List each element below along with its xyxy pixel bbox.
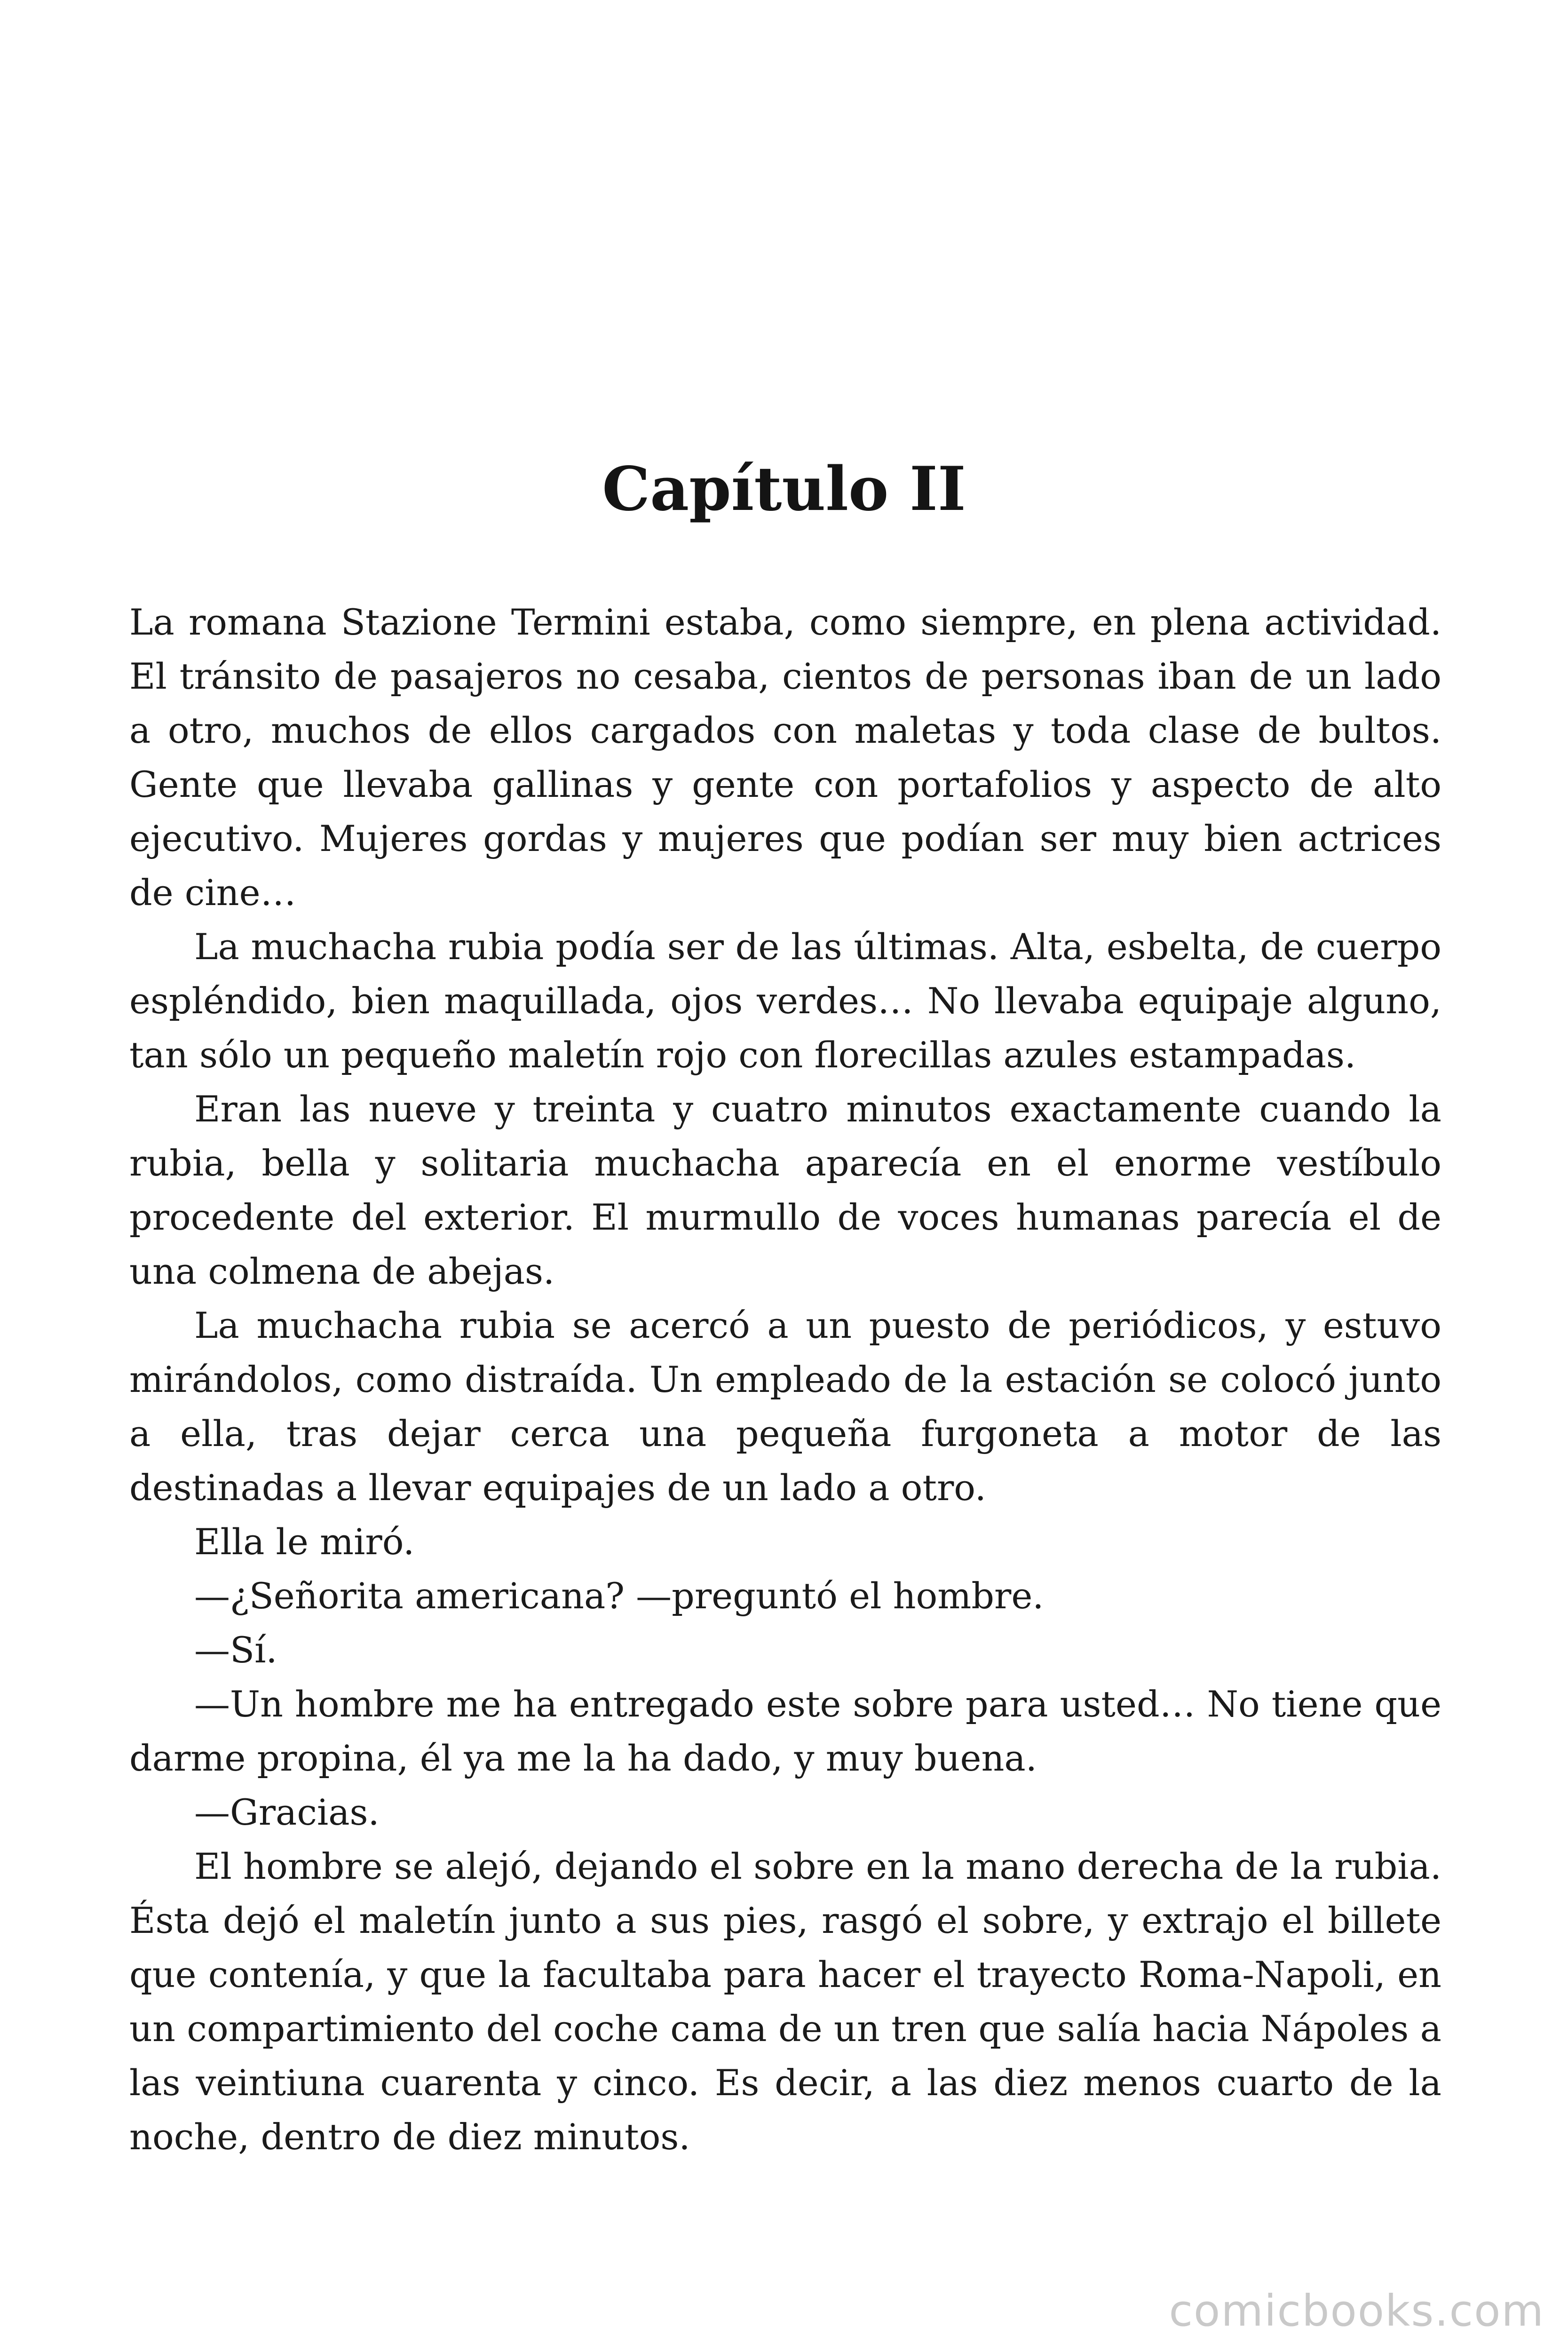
paragraph: La romana Stazione Termini estaba, como siempre, en plena actividad. El tránsito de pasajeros no cesaba, cientos de personas iban de un lado a otro, muchos de ellos cargados con maletas y toda clase de bultos. Gente que llevaba gallinas y gente con portafolios y aspecto de alto ejecutivo. Mujeres gordas y mujeres que podían ser muy bien actrices de cine… xyxy=(129,601,1441,914)
paragraph: La muchacha rubia podía ser de las últimas. Alta, esbelta, de cuerpo espléndido, bien maquillada, ojos verdes… No llevaba equipaje alguno, tan sólo un pequeño maletín rojo con florecillas azules estampadas. xyxy=(129,926,1441,1076)
chapter-title: Capítulo II xyxy=(602,454,966,524)
watermark: comicbooks.com xyxy=(1169,2286,1544,2336)
dialogue-line: —Sí. xyxy=(194,1629,277,1671)
paragraph: Eran las nueve y treinta y cuatro minutos exactamente cuando la rubia, bella y solitaria muchacha aparecía en el enorme vestíbulo procedente del exterior. El murmullo de voces humanas parecía el de una colmena de abejas. xyxy=(129,1088,1441,1292)
dialogue-line: —¿Señorita americana? —preguntó el hombre. xyxy=(194,1575,1044,1617)
paragraph: La muchacha rubia se acercó a un puesto de periódicos, y estuvo mirándolos, como distraída. Un empleado de la estación se colocó junto a ella, tras dejar cerca una pequeña furgoneta a motor de las destinadas a llevar equipajes de un lado a otro. xyxy=(129,1304,1441,1509)
paragraph: Ella le miró. xyxy=(194,1521,415,1563)
chapter-body xyxy=(129,595,1441,2164)
paragraph: El hombre se alejó, dejando el sobre en la mano derecha de la rubia. Ésta dejó el maletín junto a sus pies, rasgó el sobre, y extrajo el billete que contenía, y que la facultaba para hacer el trayecto Roma-Napoli, en un compartimiento del coche cama de un tren que salía hacia Nápoles a las veintiuna cuarenta y cinco. Es decir, a las diez menos cuarto de la noche, dentro de diez minutos. xyxy=(129,1845,1441,2158)
dialogue-line: —Gracias. xyxy=(194,1791,380,1833)
dialogue-line: —Un hombre me ha entregado este sobre para usted… No tiene que darme propina, él ya me la ha dado, y muy buena. xyxy=(129,1683,1441,1779)
